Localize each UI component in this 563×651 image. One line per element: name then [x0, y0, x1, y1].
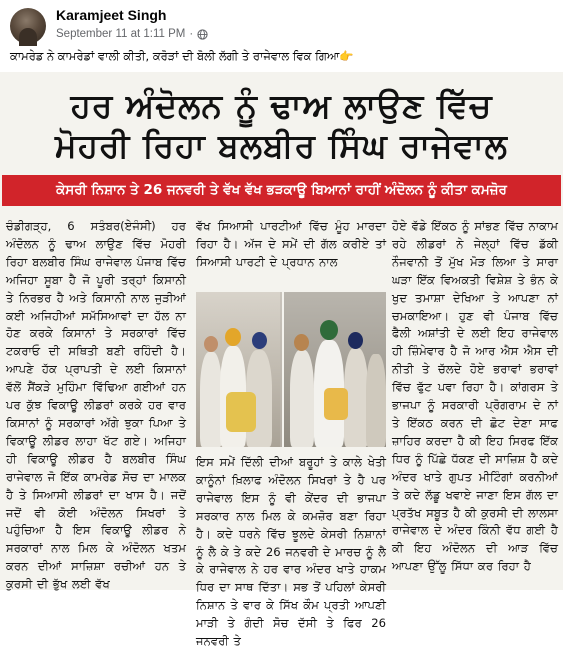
- meta-separator: ·: [189, 28, 194, 40]
- post-caption: ਕਾਮਰੇਡ ਨੇ ਕਾਮਰੇਡਾਂ ਵਾਲੀ ਕੀਤੀ, ਕਰੋੜਾਂ ਦੀ ਬੋਲੀ ਲੱਗੀ ਤੇ ਰਾਜੇਵਾਲ ਵਿਕ ਗਿਆ👉: [10, 49, 354, 63]
- newspaper-clipping[interactable]: [0, 72, 563, 649]
- photo-left-panel: [196, 292, 280, 447]
- headline-line-2: ਮੋਹਰੀ ਰਿਹਾ ਬਲਬੀਰ ਸਿੰਘ ਰਾਜੇਵਾਲ: [54, 126, 508, 165]
- subheadline-banner: ਕੇਸਰੀ ਨਿਸ਼ਾਨ ਤੇ 26 ਜਨਵਰੀ ਤੇ ਵੱਖ ਵੱਖ ਭੜਕਾਊ ਬਿਆਨਾਂ ਰਾਹੀਂ ਅੰਦੋਲਨ ਨੂੰ ਕੀਤਾ ਕਮਜ਼ੋਰ: [2, 175, 561, 206]
- headline-line-1: ਹਰ ਅੰਦੋਲਨ ਨੂੰ ਢਾਅ ਲਾਉਣ ਵਿੱਚ: [70, 86, 493, 125]
- article-column-3: ਹੋਏ ਵੱਡੇ ਇੱਕਠ ਨੂੰ ਸਾਂਭਣ ਵਿੱਚ ਨਾਕਾਮ ਰਹੇ ਲੀਡਰਾਂ ਨੇ ਜੇਲ੍ਹਾਂ ਵਿੱਚ ਡੱਕੀ ਨੌਜਵਾਨੀ ਤੋਂ ਮੁੱਖ ਮੋੜ ਲਿਆ ਤੇ ਸਾਰਾ ਘੜਾ ਇੱਕ ਵਿਅਕਤੀ ਵਿਸ਼ੇਸ਼ ਤੇ ਭੰਨ ਕੇ ਖੁਦ ਤਮਾਸ਼ਾ ਦੇਖਿਆ ਤੇ ਆਪਣਾ ਨਾਂ ਚਮਕਾਇਆ। ਹੁਣ ਵੀ ਪੰਜਾਬ ਵਿੱਚ ਫੈਲੀ ਅਸ਼ਾਂਤੀ ਦੇ ਲਈ ਇਹ ਰਾਜੇਵਾਲ ਹੀ ਜ਼ਿੰਮੇਵਾਰ ਹੈ ਜੋ ਆਰ ਐਸ ਐਸ ਦੀ ਨੀਤੀ ਤੇ ਚੱਲਦੇ ਹੋਏ ਭਰਾਵਾਂ ਭਰਾਵਾਂ ਵਿੱਚ ਫੁੱਟ ਪਵਾ ਰਿਹਾ ਹੈ। ਕਾਂਗਰਸ ਤੇ ਭਾਜਪਾ ਨੂੰ ਸਰਕਾਰੀ ਪ੍ਰੋਗਰਾਮ ਦੇ ਨਾਂ ਤੇ ਇੱਕਠ ਕਰਨ ਦੀ ਛੋਟ ਦੇਣਾ ਸਾਫ ਜ਼ਾਹਿਰ ਕਰਦਾ ਹੈ ਕੀ ਇਹ ਸਿਰਫ ਇੱਕ ਧਿਰ ਨੂੰ ਪਿੱਛੇ ਧੱਕਣ ਦੀ ਸਾਜ਼ਿਸ਼ ਹੈ ਕਦੇ ਅੰਦਰ ਖਾਤੇ ਗੁਪਤ ਮੀਟਿੰਗਾਂ ਕਰਨੀਆਂ ਤੇ ਕਦੇ ਲੱਡੂ ਖਵਾਏ ਜਾਣਾ ਇਸ ਗੱਲ ਦਾ ਪ੍ਰਤੱਖ ਸਬੂਤ ਹੈ ਕੀ ਕੁਰਸੀ ਦੀ ਲਾਲਸਾ ਰਾਜੇਵਾਲ ਦੇ ਅੰਦਰ ਕਿੰਨੀ ਵੱਧ ਗਈ ਹੈ ਕੀ ਇਹ ਅੰਦੋਲਨ ਦੀ ਆੜ ਵਿੱਚ ਆਪਣਾ ਉੱਲੂ ਸਿੱਧਾ ਕਰ ਰਿਹਾ ਹੈ: [392, 219, 558, 574]
- photo-right-panel: [284, 292, 386, 447]
- article-photo: [196, 292, 386, 447]
- globe-icon[interactable]: [197, 29, 208, 40]
- article-column-1: ਚੰਡੀਗੜ੍ਹ, 6 ਸਤੰਬਰ(ਏਜੰਸੀ) ਹਰ ਅੰਦੋਲਨ ਨੂੰ ਢਾਅ ਲਾਉਣ ਵਿੱਚ ਮੋਹਰੀ ਰਿਹਾ ਬਲਬੀਰ ਸਿੰਘ ਰਾਜੇਵਾਲ ਪੰਜਾਬ ਵਿੱਚ ਅਜਿਹਾ ਸੂਬਾ ਹੈ ਜੋ ਪੂਰੀ ਤਰ੍ਹਾਂ ਕਿਸਾਨੀ ਤੇ ਨਿਰਭਰ ਹੈ ਅਤੇ ਕਿਸਾਨੀ ਨਾਲ ਜੁੜੀਆਂ ਕਈ ਅਜਿਹੀਆਂ ਸਮੱਸਿਆਵਾਂ ਦਾ ਹੱਲ ਨਾ ਹੋਣ ਕਰਕੇ ਕਿਸਾਨਾਂ ਤੇ ਸਰਕਾਰਾਂ ਵਿੱਚ ਟਕਰਾਓ ਦੀ ਸਥਿਤੀ ਬਣੀ ਰਹਿੰਦੀ ਹੈ। ਆਪਣੇ ਹੱਕ ਪ੍ਰਾਪਤੀ ਦੇ ਲਈ ਕਿਸਾਨਾਂ ਵੱਲੋਂ ਸੈਂਕੜੇ ਮੁਹਿੰਮਾ ਵਿੱਢਿਆ ਗਈਆਂ ਹਨ ਪਰ ਕੁੱਝ ਵਿਕਾਊ ਲੀਡਰਾਂ ਕਰਕੇ ਹਰ ਵਾਰ ਕਿਸਾਨਾਂ ਨੂੰ ਸਰਕਾਰਾਂ ਅੱਗੇ ਝੁਕਾ ਪਿਆ ਤੇ ਵਿਕਾਊ ਲੀਡਰ ਲਾਹਾ ਖੱਟ ਗਏ। ਅਜਿਹਾ ਹੀ ਵਿਕਾਊ ਲੀਡਰ ਹੈ ਬਲਬੀਰ ਸਿੰਘ ਰਾਜੇਵਾਲ ਜੋ ਇੱਕ ਕਾਮਰੇਡ ਸੋਚ ਦਾ ਮਾਲਕ ਹੈ ਤੇ ਸਿਆਸੀ ਲੀਡਰਾਂ ਦਾ ਖਾਸ ਹੈ। ਜਦੋਂ ਜਦੋਂ ਵੀ ਕੋਈ ਅੰਦੋਲਨ ਸਿਖਰਾਂ ਤੇ ਪਹੁੰਚਿਆ ਹੈ ਇਸ ਵਿਕਾਊ ਲੀਡਰ ਨੇ ਸਰਕਾਰਾਂ ਨਾਲ ਮਿਲ ਕੇ ਅੰਦੋਲਨ ਖਤਮ ਕਰਨ ਦੀਆਂ ਸਾਜ਼ਿਸ਼ਾ ਰਚੀਆਂ ਹਨ ਤੇ ਕੁਰਸੀ ਦੀ ਭੁੱਖ ਲਈ ਵੱਖ: [6, 219, 186, 592]
- author-name[interactable]: Karamjeet Singh: [56, 7, 167, 23]
- article-column-2-bottom: ਇਸ ਸਮੇਂ ਦਿੱਲੀ ਦੀਆਂ ਬਰੂਹਾਂ ਤੇ ਕਾਲੇ ਖੇਤੀ ਕਾਨੂੰਨਾਂ ਖ਼ਿਲਾਫ ਅੰਦੋਲਨ ਸਿਖਰਾਂ ਤੇ ਹੈ ਪਰ ਰਾਜੇਵਾਲ ਇਸ ਨੂੰ ਵੀ ਕੇਂਦਰ ਦੀ ਭਾਜਪਾ ਸਰਕਾਰ ਨਾਲ ਮਿਲ ਕੇ ਕਮਜ਼ੋਰ ਬਣਾ ਰਿਹਾ ਹੈ। ਕਦੇ ਧਰਨੇ ਵਿੱਚ ਝੂਲਦੇ ਕੇਸਰੀ ਨਿਸ਼ਾਨਾਂ ਨੂੰ ਲੈ ਕੇ ਤੇ ਕਦੇ 26 ਜਨਵਰੀ ਦੇ ਮਾਰਚ ਨੂੰ ਲੈ ਕੇ ਰਾਜੇਵਾਲ ਨੇ ਹਰ ਵਾਰ ਅੰਦਰ ਖਾਤੇ ਹਾਕਮ ਧਿਰ ਦਾ ਸਾਥ ਦਿੱਤਾ। ਸਭ ਤੋਂ ਪਹਿਲਾਂ ਕੇਸਰੀ ਨਿਸ਼ਾਨ ਤੇ ਵਾਰ ਕੇ ਸਿੱਖ ਕੌਮ ਪ੍ਰਤੀ ਆਪਣੀ ਮਾੜੀ ਤੇ ਗੰਦੀ ਸੋਚ ਦੱਸੀ ਤੇ ਫਿਰ 26 ਜਨਵਰੀ ਤੇ: [196, 455, 386, 649]
- article-column-2-top: ਵੱਖ ਸਿਆਸੀ ਪਾਰਟੀਆਂ ਵਿੱਚ ਮੂੰਹ ਮਾਰਦਾ ਰਿਹਾ ਹੈ। ਅੱਜ ਦੇ ਸਮੇਂ ਦੀ ਗੱਲ ਕਰੀਏ ਤਾਂ ਸਿਆਸੀ ਪਾਰਟੀ ਦੇ ਪ੍ਰਧਾਨ ਨਾਲ: [196, 219, 386, 269]
- avatar[interactable]: [10, 8, 46, 44]
- article-headline: [0, 86, 563, 166]
- post-timestamp[interactable]: September 11 at 1:11 PM: [56, 28, 186, 40]
- post-meta: [56, 28, 208, 40]
- post-header: [0, 0, 563, 70]
